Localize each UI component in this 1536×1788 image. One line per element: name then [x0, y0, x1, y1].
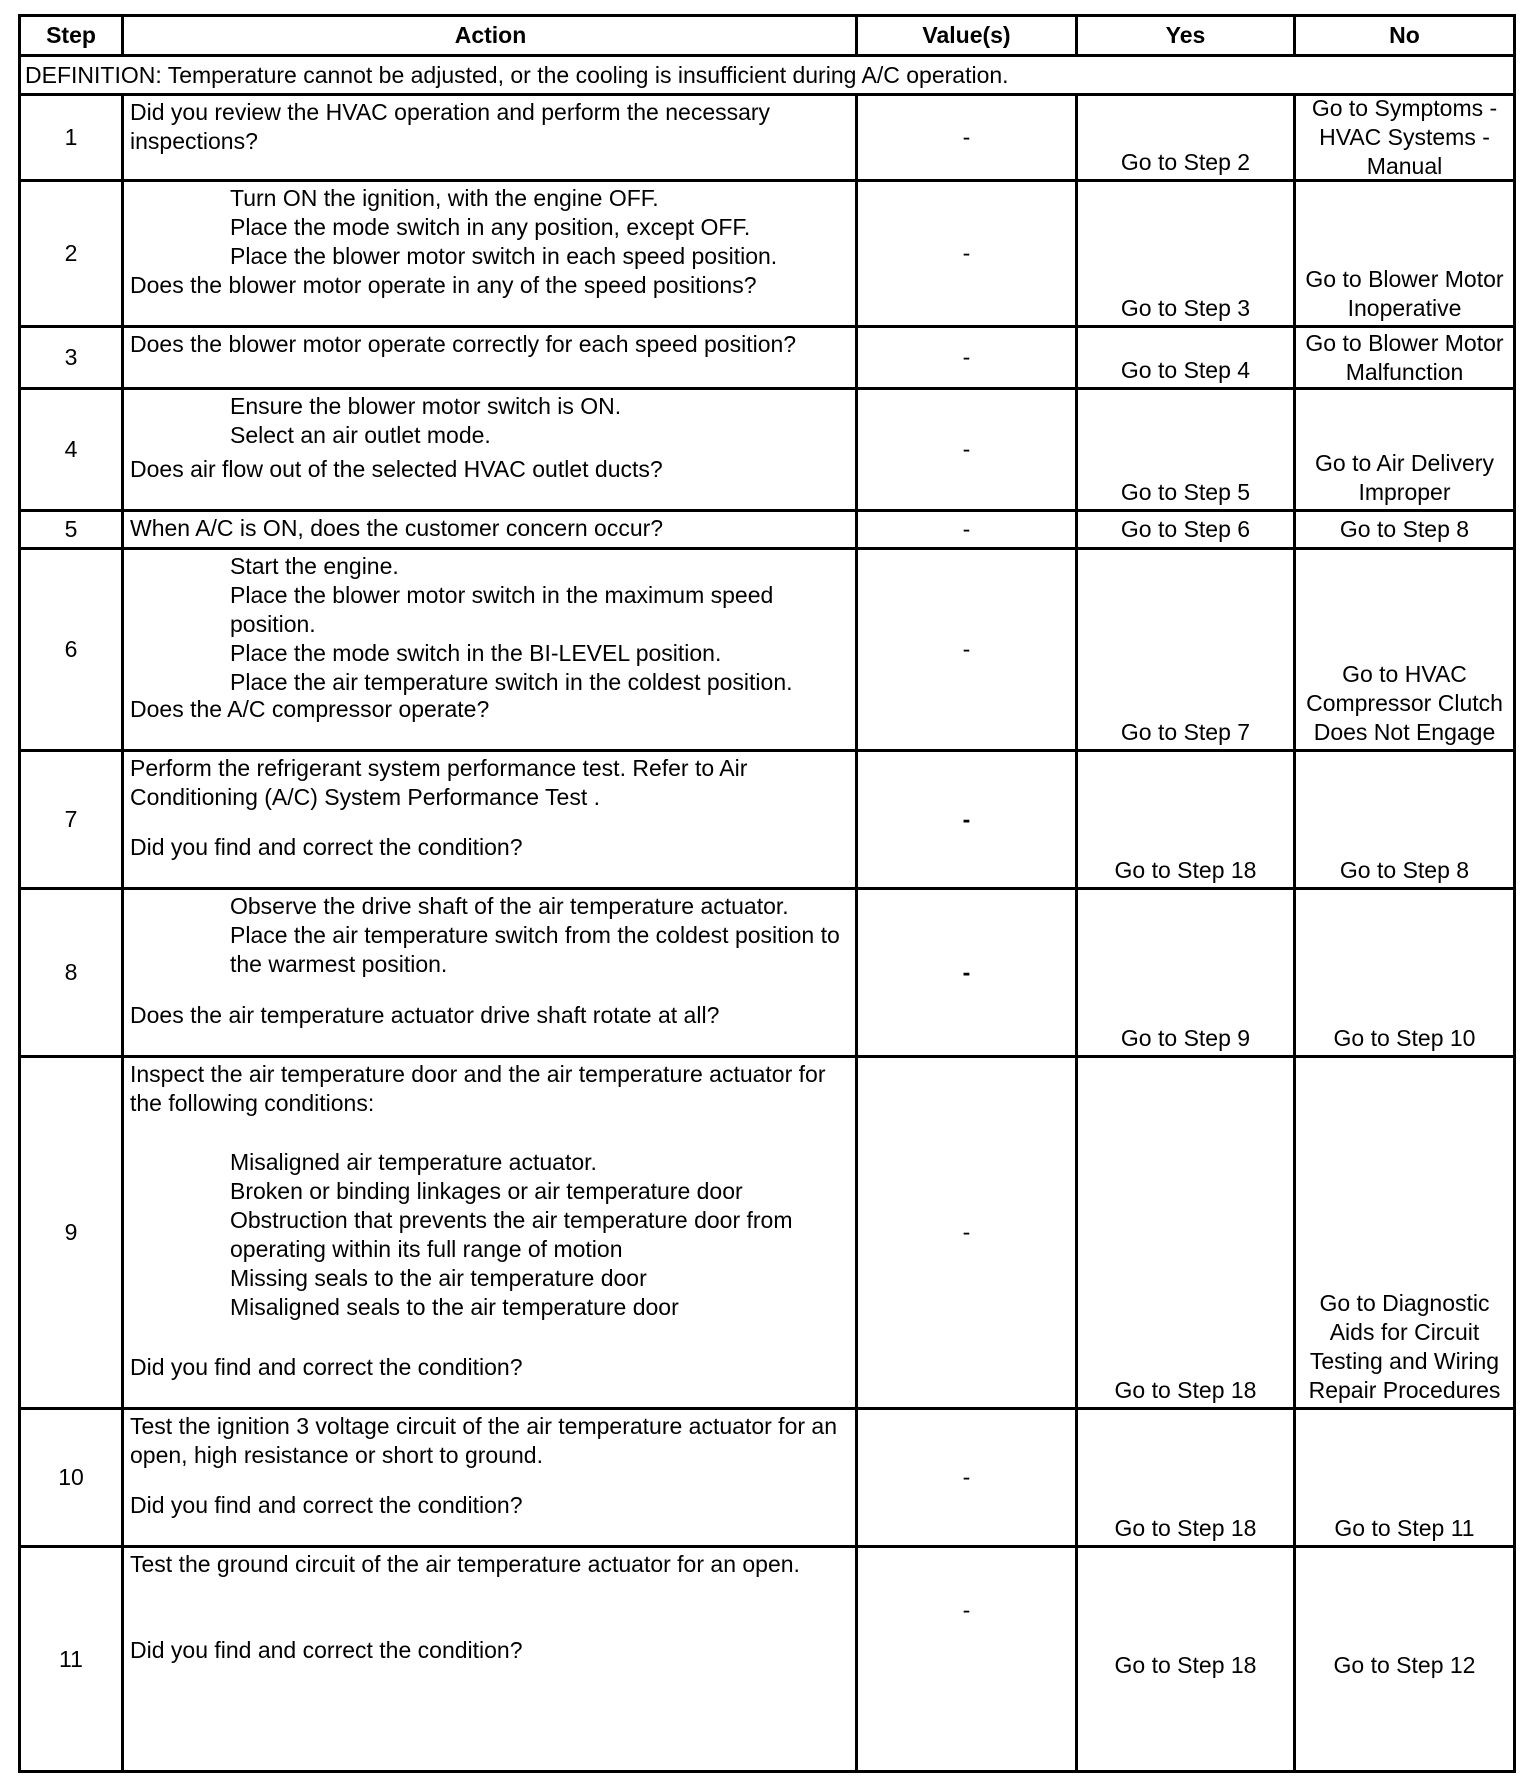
table-row	[21, 1407, 1513, 1545]
action-substep: Place the air temperature switch from the coldest position to the warmest position.	[230, 922, 840, 977]
yes-cell: Go to Step 18	[1075, 752, 1293, 887]
action-intro: Inspect the air temperature door and the air temperature actuator for the following conditions:	[130, 1061, 826, 1116]
step-number: 8	[64, 959, 78, 985]
value-cell: -	[855, 390, 1075, 509]
action-cell	[121, 512, 855, 547]
action-question: Did you find and correct the condition?	[130, 834, 523, 860]
no-cell: Go to Blower Motor Inoperative	[1293, 182, 1513, 325]
action-cell	[121, 328, 855, 387]
no-text: Go to Step 12	[1333, 1652, 1476, 1678]
value-cell: -	[855, 96, 1075, 179]
action-substep: Place the blower motor switch in the maximum speed position.	[230, 582, 774, 637]
action-cell	[121, 1410, 855, 1545]
action-intro: Does the blower motor operate correctly for each speed position?	[130, 331, 797, 357]
action-substep: Place the mode switch in any position, except OFF.	[230, 214, 751, 240]
header-row	[21, 17, 1513, 54]
action-question: Did you find and correct the condition?	[130, 1637, 523, 1663]
value-cell: -	[855, 550, 1075, 749]
action-substep: Place the mode switch in the BI-LEVEL position.	[230, 640, 722, 666]
no-cell: Go to Step 8	[1293, 752, 1513, 887]
yes-cell: Go to Step 6	[1075, 512, 1293, 547]
action-substep: Obstruction that prevents the air temperature door from operating within its full range of motion	[230, 1207, 793, 1262]
action-question: Does the A/C compressor operate?	[130, 696, 490, 722]
action-substep: Select an air outlet mode.	[230, 422, 491, 448]
table-row	[21, 325, 1513, 387]
yes-cell: Go to Step 7	[1075, 550, 1293, 749]
no-cell: Go to Blower Motor Malfunction	[1293, 328, 1513, 387]
table-row	[21, 179, 1513, 325]
yes-cell: Go to Step 3	[1075, 182, 1293, 325]
table-row	[21, 1055, 1513, 1407]
action-intro: When A/C is ON, does the customer concern occur?	[130, 515, 664, 541]
action-intro: Perform the refrigerant system performance test. Refer to Air Conditioning (A/C) System Performance Test .	[130, 755, 748, 810]
action-cell	[121, 182, 855, 325]
action-cell	[121, 1548, 855, 1770]
step-number: 11	[59, 1645, 83, 1672]
action-cell	[121, 890, 855, 1055]
step-number: 10	[58, 1464, 84, 1490]
action-substep: Misaligned air temperature actuator.	[230, 1149, 597, 1175]
yes-cell: Go to Step 2	[1075, 96, 1293, 179]
header-yes: Yes	[1075, 17, 1293, 54]
value-cell	[855, 1548, 1075, 1770]
yes-cell: Go to Step 18	[1075, 1058, 1293, 1407]
action-question: Does air flow out of the selected HVAC outlet ducts?	[130, 456, 663, 482]
table-row	[21, 387, 1513, 509]
step-number: 2	[64, 240, 78, 266]
yes-cell: Go to Step 18	[1075, 1410, 1293, 1545]
action-intro: Test the ignition 3 voltage circuit of the air temperature actuator for an open, high resistance or short to ground.	[130, 1413, 837, 1468]
header-action: Action	[121, 17, 855, 54]
table-row	[21, 749, 1513, 887]
no-cell: Go to Step 10	[1293, 890, 1513, 1055]
no-cell: Go to Step 11	[1293, 1410, 1513, 1545]
no-cell: Go to HVAC Compressor Clutch Does Not Engage	[1293, 550, 1513, 749]
diagnostic-table	[18, 14, 1516, 1773]
action-question: Did you find and correct the condition?	[130, 1354, 523, 1380]
yes-cell: Go to Step 5	[1075, 390, 1293, 509]
step-number: 6	[64, 636, 78, 662]
no-cell: Go to Symptoms - HVAC Systems - Manual	[1293, 96, 1513, 179]
value-cell: -	[855, 512, 1075, 547]
step-number: 4	[64, 436, 78, 462]
value-cell: -	[855, 182, 1075, 325]
yes-text: Go to Step 18	[1114, 1652, 1257, 1678]
action-question: Did you find and correct the condition?	[130, 1492, 523, 1518]
yes-cell	[1075, 1548, 1293, 1770]
yes-cell: Go to Step 9	[1075, 890, 1293, 1055]
definition-text: DEFINITION: Temperature cannot be adjusted, or the cooling is insufficient during A/C operation.	[25, 61, 1009, 88]
no-cell: Go to Step 8	[1293, 512, 1513, 547]
table-row	[21, 509, 1513, 547]
header-step: Step	[46, 22, 96, 48]
step-number: 1	[64, 124, 78, 150]
no-cell	[1293, 1548, 1513, 1770]
table-row	[21, 547, 1513, 749]
table-row	[21, 93, 1513, 179]
yes-cell: Go to Step 4	[1075, 328, 1293, 387]
no-cell: Go to Air Delivery Improper	[1293, 390, 1513, 509]
action-substep: Place the air temperature switch in the coldest position.	[230, 669, 793, 695]
value-cell: -	[855, 890, 1075, 1055]
action-intro: Did you review the HVAC operation and perform the necessary inspections?	[130, 99, 771, 154]
step-number: 5	[64, 516, 78, 542]
action-substep: Turn ON the ignition, with the engine OFF.	[230, 185, 659, 211]
action-cell	[121, 1058, 855, 1407]
action-question: Does the air temperature actuator drive shaft rotate at all?	[130, 1002, 720, 1028]
action-intro: Test the ground circuit of the air temperature actuator for an open.	[130, 1551, 800, 1577]
action-cell	[121, 752, 855, 887]
action-substep: Misaligned seals to the air temperature door	[230, 1294, 679, 1320]
value-cell: -	[855, 1410, 1075, 1545]
value-text: -	[962, 1597, 971, 1623]
no-cell: Go to Diagnostic Aids for Circuit Testing and Wiring Repair Procedures	[1293, 1058, 1513, 1407]
definition-row	[21, 54, 1513, 93]
value-cell: -	[855, 328, 1075, 387]
step-number: 7	[64, 806, 78, 832]
action-substep: Missing seals to the air temperature door	[230, 1265, 647, 1291]
step-number: 9	[64, 1219, 78, 1245]
header-no: No	[1293, 17, 1513, 54]
value-cell: -	[855, 1058, 1075, 1407]
value-cell: -	[855, 752, 1075, 887]
action-substep: Start the engine.	[230, 553, 399, 579]
action-question: Does the blower motor operate in any of the speed positions?	[130, 272, 757, 298]
step-number: 3	[64, 344, 78, 370]
table-row	[21, 887, 1513, 1055]
action-substep: Observe the drive shaft of the air temperature actuator.	[230, 893, 789, 919]
header-values: Value(s)	[855, 17, 1075, 54]
action-substep: Ensure the blower motor switch is ON.	[230, 393, 622, 419]
table-row	[21, 1545, 1513, 1770]
action-substep: Place the blower motor switch in each speed position.	[230, 243, 778, 269]
action-substep: Broken or binding linkages or air temperature door	[230, 1178, 743, 1204]
action-cell	[121, 96, 855, 179]
action-cell	[121, 550, 855, 749]
action-cell	[121, 390, 855, 509]
